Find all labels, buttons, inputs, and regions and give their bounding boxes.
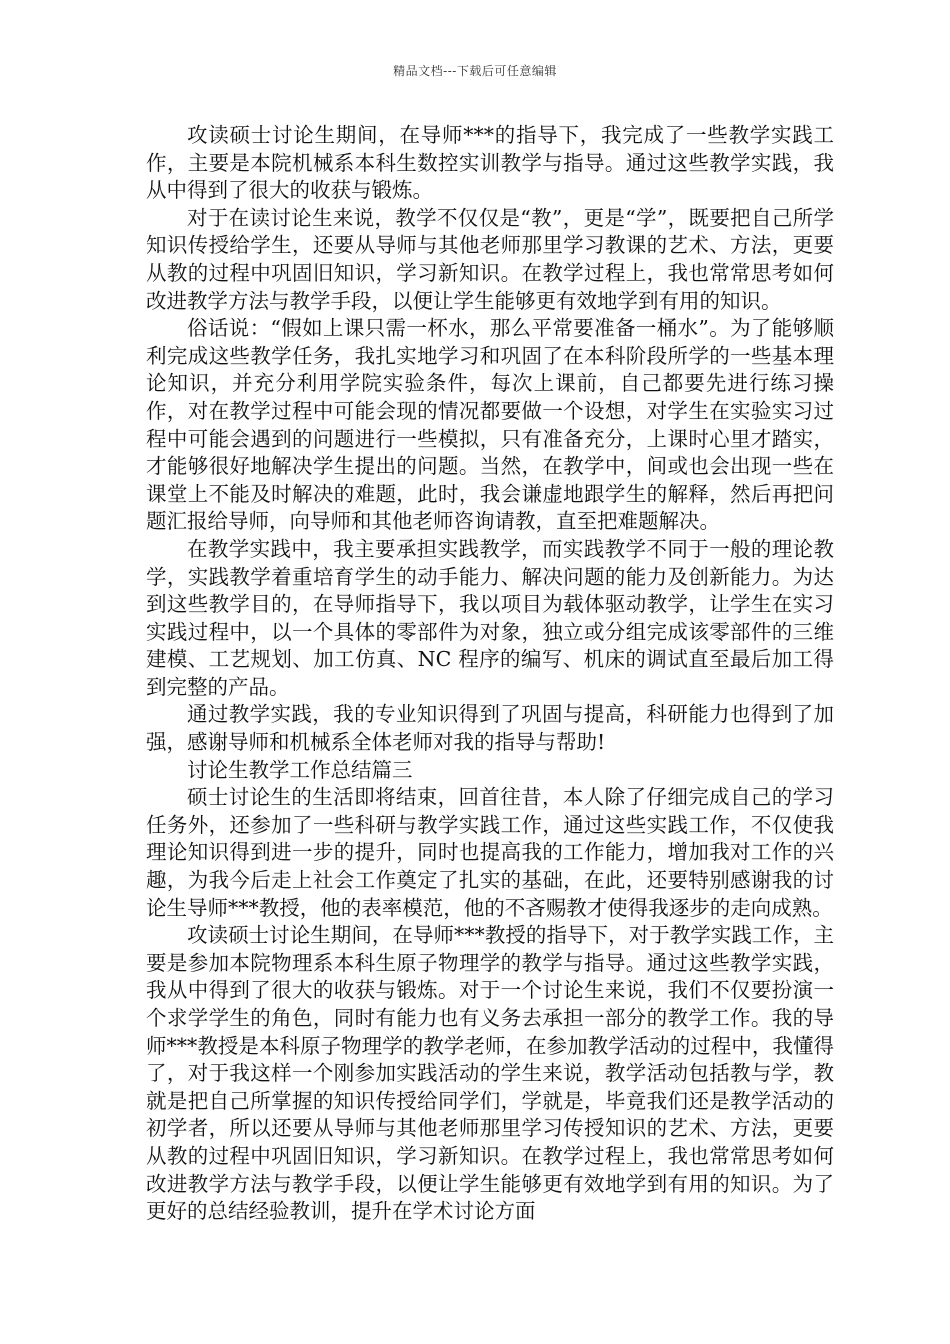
paragraph: 攻读硕士讨论生期间，在导师***教授的指导下，对于教学实践工作，主要是参加本院物理系本科生原子物理学的教学与指导。通过这些教学实践，我从中得到了很大的收获与锻炼。对于一个讨论生来说，我们不仅要扮演一个求学学生的角色，同时有能力也有义务去承担一部分的教学工作。我的导师***教授是本科原子物理学的教学老师，在参加教学活动的过程中，我懂得了，对于我这样一个刚参加实践活动的学生来说，教学活动包括教与学，教就是把自己所掌握的知识传授给同学们，学就是，毕竟我们还是教学活动的初学者，所以还要从导师与其他老师那里学习传授知识的艺术、方法，更要从教的过程中巩固旧知识，学习新知识。在教学过程上，我也常常思考如何改进教学方法与教学手段，以便让学生能够更有效地学到有用的知识。为了更好的总结经验教训，提升在学术讨论方面 — [146, 923, 834, 1224]
paragraph: 硕士讨论生的生活即将结束，回首往昔，本人除了仔细完成自己的学习任务外，还参加了一些科研与教学实践工作，通过这些实践工作，不仅使我理论知识得到进一步的提升，同时也提高我的工作能力，增加我对工作的兴趣，为我今后走上社会工作奠定了扎实的基础，在此，还要特别感谢我的讨论生导师***教授，他的表率模范，他的不吝赐教才使得我逐步的走向成熟。 — [146, 785, 834, 920]
paragraph: 攻读硕士讨论生期间，在导师***的指导下，我完成了一些教学实践工作，主要是本院机械系本科生数控实训教学与指导。通过这些教学实践，我从中得到了很大的收获与锻炼。 — [146, 123, 834, 203]
paragraph: 俗话说：“假如上课只需一杯水，那么平常要准备一桶水”。为了能够顺利完成这些教学任务，我扎实地学习和巩固了在本科阶段所学的一些基本理论知识，并充分利用学院实验条件，每次上课前，自己都要先进行练习操作，对在教学过程中可能会现的情况都要做一个设想，对学生在实验实习过程中可能会遇到的问题进行一些模拟，只有准备充分，上课时心里才踏实，才能够很好地解决学生提出的问题。当然，在教学中，间或也会出现一些在课堂上不能及时解决的难题，此时，我会谦虚地跟学生的解释，然后再把问题汇报给导师，向导师和其他老师咨询请教，直至把难题解决。 — [146, 316, 834, 534]
document-body — [146, 122, 834, 1226]
page-header: 精品文档---下载后可任意编辑 — [393, 64, 557, 78]
paragraph: 在教学实践中，我主要承担实践教学，而实践教学不同于一般的理论教学，实践教学着重培育学生的动手能力、解决问题的能力及创新能力。为达到这些教学目的，在导师指导下，我以项目为载体驱动教学，让学生在实习实践过程中，以一个具体的零部件为对象，独立或分组完成该零部件的三维建模、工艺规划、加工仿真、NC 程序的编写、机床的调试直至最后加工得到完整的产品。 — [146, 536, 834, 699]
paragraph: 对于在读讨论生来说，教学不仅仅是“教”，更是“学”，既要把自己所学知识传授给学生，还要从导师与其他老师那里学习教课的艺术、方法，更要从教的过程中巩固旧知识，学习新知识。在教学过程上，我也常常思考如何改进教学方法与教学手段，以便让学生能够更有效地学到有用的知识。 — [146, 205, 834, 313]
paragraph: 通过教学实践，我的专业知识得到了巩固与提高，科研能力也得到了加强，感谢导师和机械系全体老师对我的指导与帮助! — [146, 702, 834, 755]
section-heading: 讨论生教学工作总结篇三 — [187, 757, 413, 782]
